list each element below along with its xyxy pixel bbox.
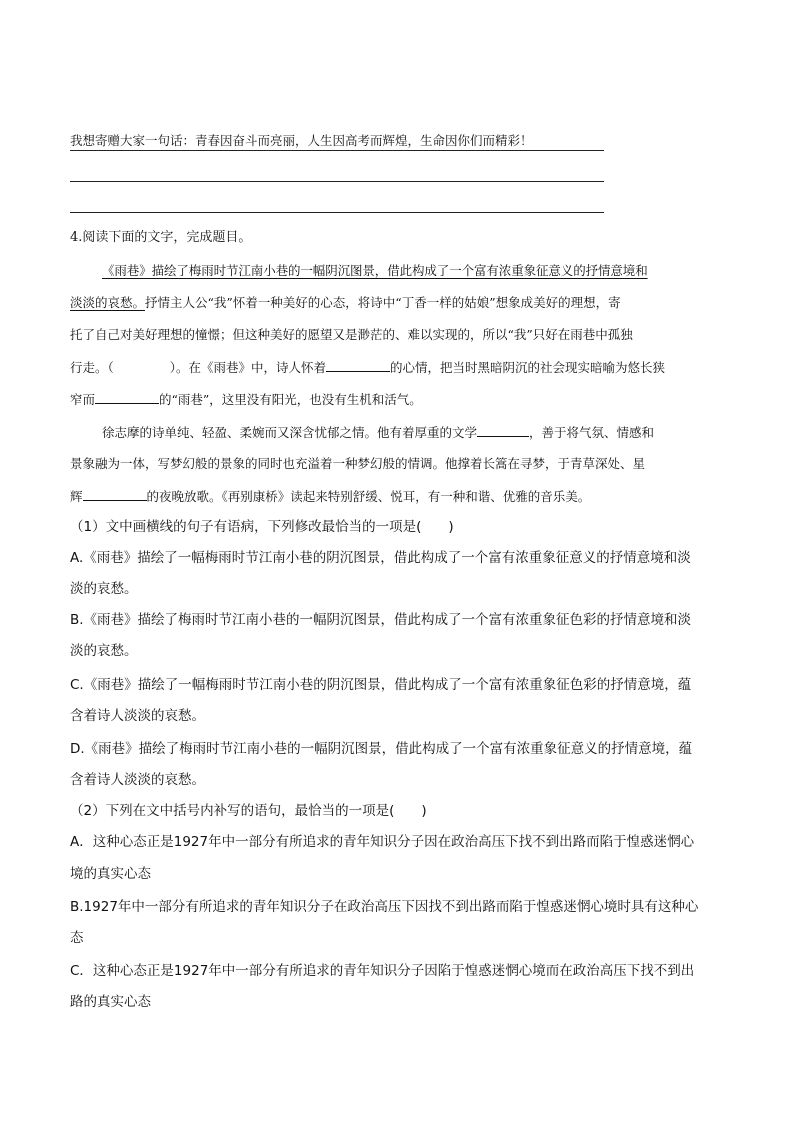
answer-line-3 — [70, 212, 604, 213]
passage-line-7: 景象融为一体，写梦幻般的景象的同时也充溢着一种梦幻般的情调。他撑着长篙在寻梦，于青草深处、星 — [70, 456, 646, 471]
q1-option-c-line-1: C.《雨巷》描绘了一幅梅雨时节江南小巷的阴沉图景，借此构成了一个富有浓重象征色彩的抒情意境，蕴 — [70, 677, 692, 693]
passage-line-4: 行走。（ ）。在《雨巷》中，诗人怀着 的心情，把当时黑暗阴沉的社会现实暗喻为悠长狭 — [70, 360, 666, 375]
q2-option-c-line-2: 路的真实心态 — [70, 994, 151, 1010]
q1-stem: （1）文中画横线的句子有语病，下列修改最恰当的一项是( ) — [70, 519, 454, 535]
q1-option-d-line-2: 含着诗人淡淡的哀愁。 — [70, 772, 205, 788]
q1-option-a-line-2: 淡的哀愁。 — [70, 581, 138, 597]
passage-line-2: 淡淡的哀愁。抒情主人公“我”怀着一种美好的心态，将诗中“丁香一样的姑娘”想象成美好的理想，寄 — [70, 295, 621, 310]
question-heading: 4.阅读下面的文字，完成题目。 — [70, 230, 252, 245]
answer-line-2 — [70, 181, 604, 182]
q2-option-a-line-1: A．这种心态正是1927年中一部分有所追求的青年知识分子因在政治高压下找不到出路而陷于惶惑迷惘心 — [70, 834, 695, 850]
intro-sentence: 我想寄赠大家一句话：青春因奋斗而亮丽，人生因高考而辉煌，生命因你们而精彩！ — [70, 133, 533, 148]
q2-option-c-line-1: C．这种心态正是1927年中一部分有所追求的青年知识分子因陷于惶惑迷惘心境而在政治高压下找不到出 — [70, 963, 695, 979]
fill-blank-4 — [83, 488, 147, 501]
fill-blank-1 — [326, 359, 390, 372]
passage-line-8: 辉 的夜晚放歌。《再别康桥》读起来特别舒缓、悦耳，有一种和谐、优雅的音乐美。 — [70, 489, 591, 504]
answer-line-1 — [70, 150, 604, 151]
underlined-sentence-part-2: 淡淡的哀愁。 — [70, 295, 146, 310]
q1-option-b-line-1: B.《雨巷》描绘了梅雨时节江南小巷的一幅阴沉图景，借此构成了一个富有浓重象征色彩的抒情意境和淡 — [70, 612, 692, 628]
q2-stem: （2）下列在文中括号内补写的语句，最恰当的一项是( ) — [70, 803, 427, 819]
fill-blank-2 — [95, 391, 159, 404]
passage-line-3: 托了自己对美好理想的憧憬；但这种美好的愿望又是渺茫的、难以实现的，所以“我”只好在雨巷中孤独 — [70, 327, 633, 342]
q2-option-a-line-2: 境的真实心态 — [70, 866, 151, 882]
passage-line-6: 徐志摩的诗单纯、轻盈、柔婉而又深含忧郁之情。他有着厚重的文学 ，善于将气氛、情感和 — [102, 425, 655, 440]
underlined-sentence-part-1: 《雨巷》描绘了梅雨时节江南小巷的一幅阴沉图景，借此构成了一个富有浓重象征意义的抒情意境和 — [102, 263, 648, 278]
passage-line-5: 窄而 的“雨巷”，这里没有阳光，也没有生机和活气。 — [70, 392, 422, 407]
passage-line-1 — [102, 263, 648, 279]
q1-option-b-line-2: 淡的哀愁。 — [70, 643, 138, 659]
q2-option-b-line-2: 态 — [70, 930, 84, 946]
q1-option-a-line-1: A.《雨巷》描绘了一幅梅雨时节江南小巷的阴沉图景，借此构成了一个富有浓重象征意义的抒情意境和淡 — [70, 550, 691, 566]
q2-option-b-line-1: B.1927年中一部分有所追求的青年知识分子在政治高压下因找不到出路而陷于惶惑迷惘心境时具有这种心 — [70, 899, 699, 915]
q1-option-c-line-2: 含着诗人淡淡的哀愁。 — [70, 708, 205, 724]
q1-option-d-line-1: D.《雨巷》描绘了梅雨时节江南小巷的一幅阴沉图景，借此构成了一个富有浓重象征意义的抒情意境，蕴 — [70, 741, 693, 757]
fill-blank-3 — [477, 424, 529, 437]
